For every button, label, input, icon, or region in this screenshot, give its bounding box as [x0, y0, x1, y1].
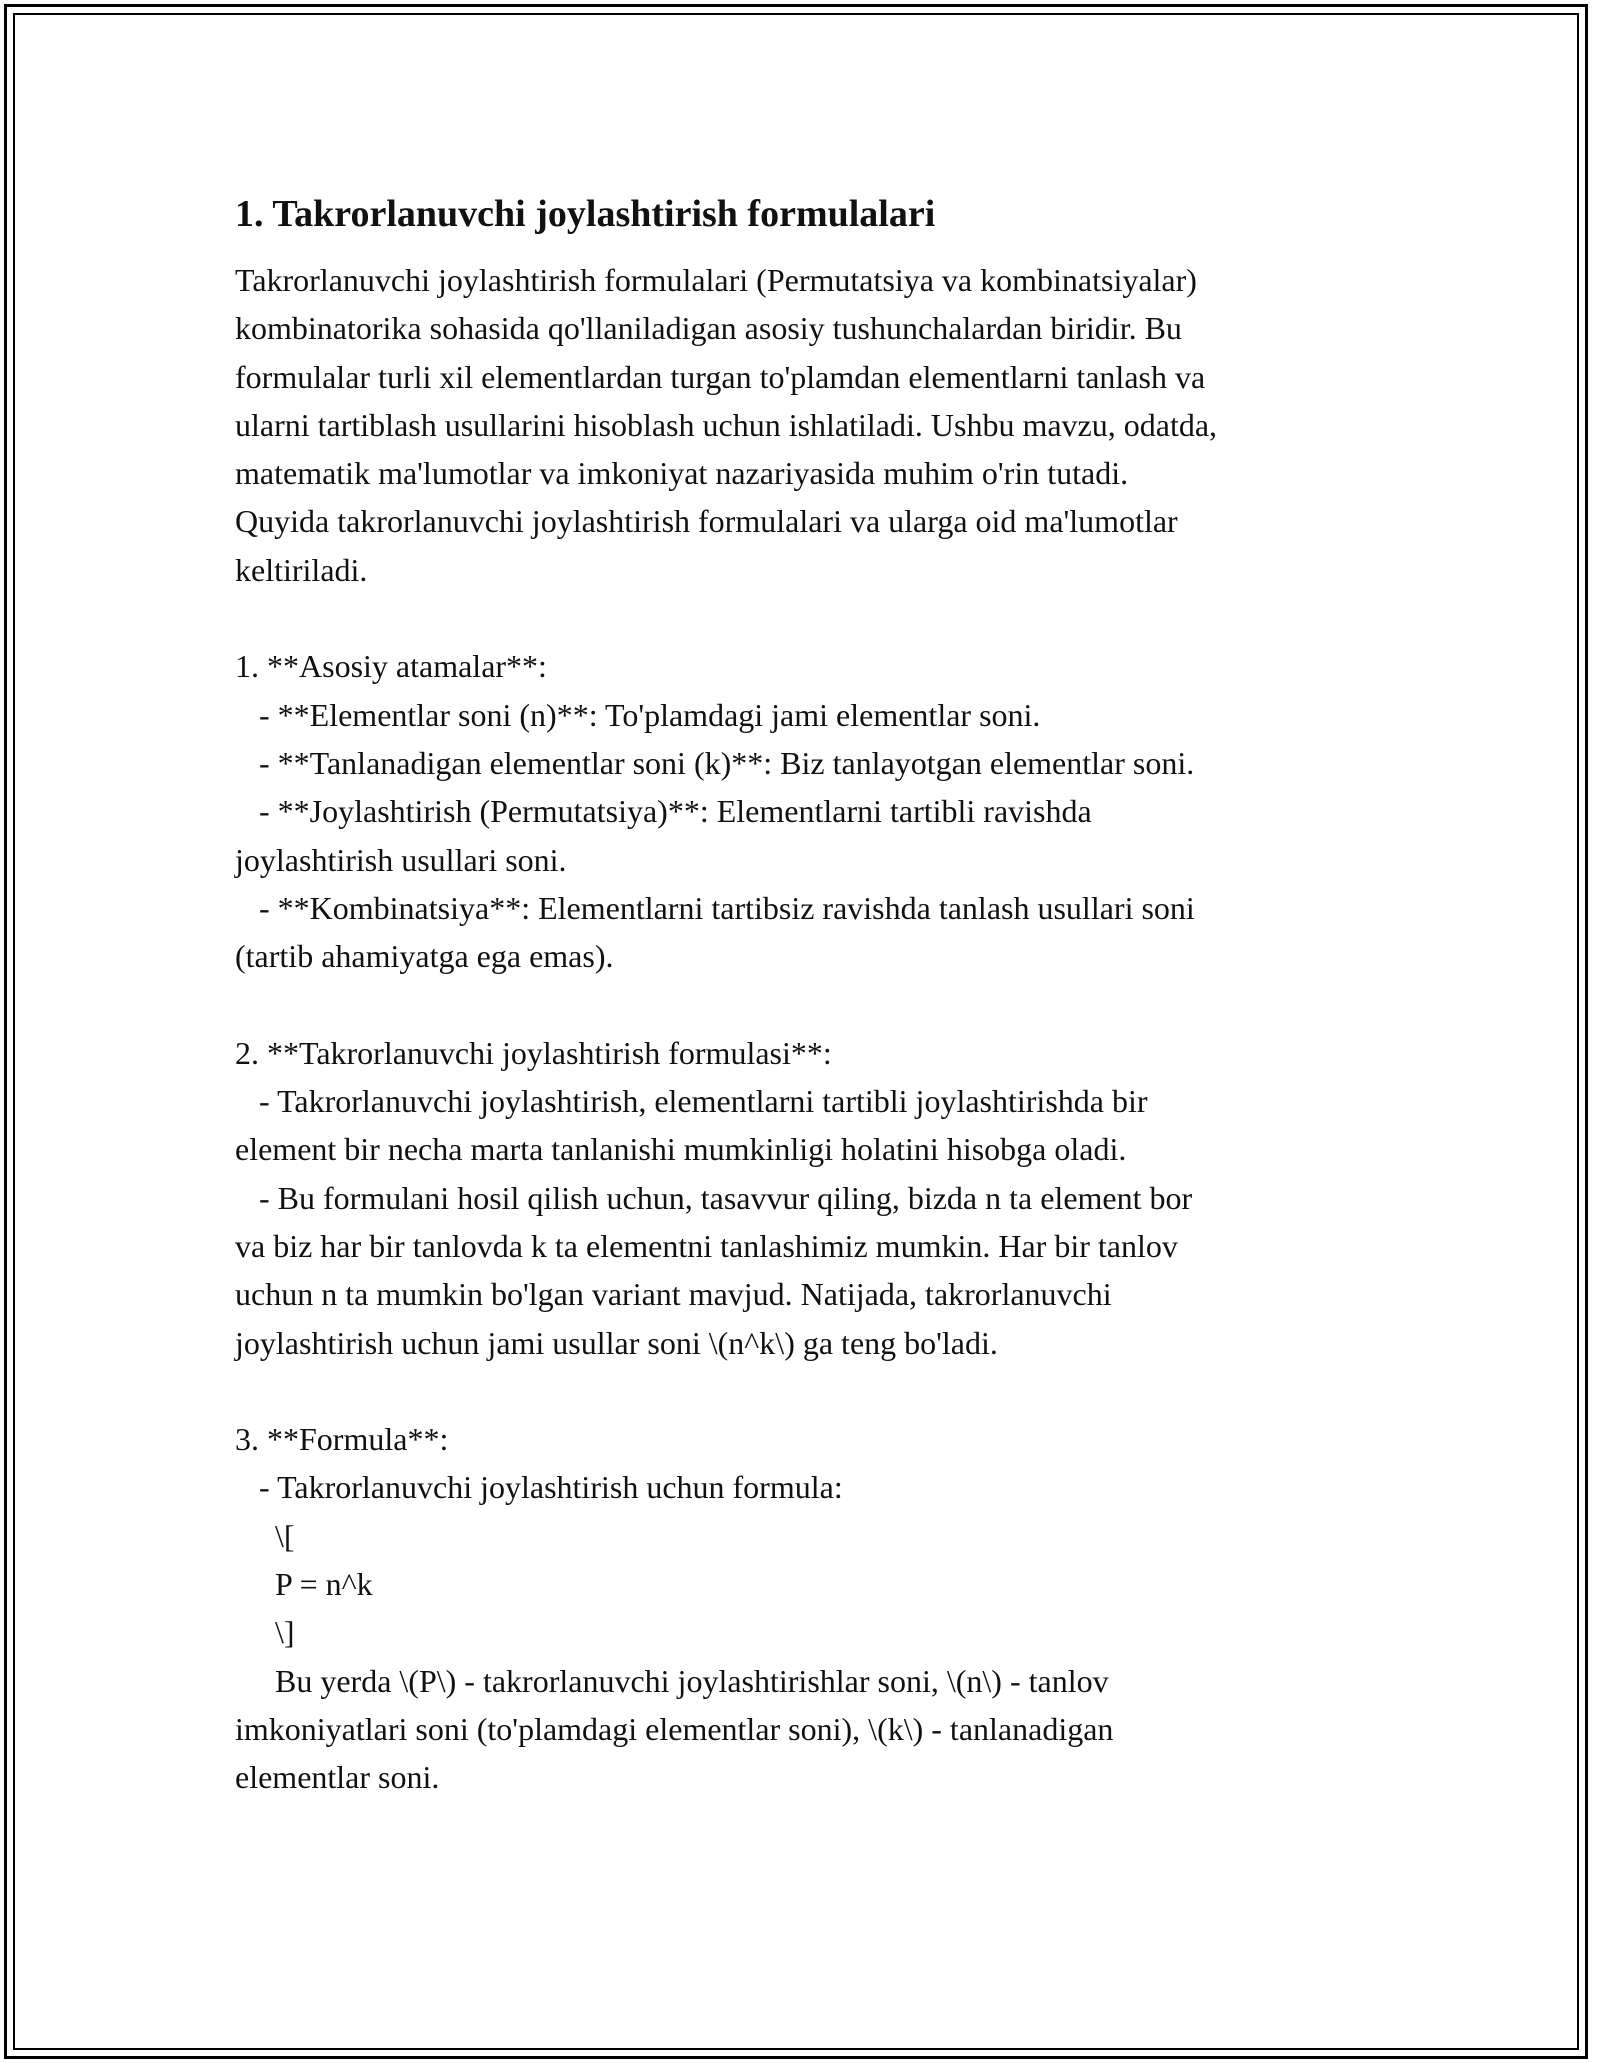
document-body-text: Takrorlanuvchi joylashtirish formulalari (Permutatsiya va kombinatsiyalar) kombinatorika sohasida qo'llaniladigan asosiy tushunchalardan biridir. Bu formulalar turli xil elementlardan turgan to'plamdan elementlarni tanlash va ularni tartiblash usullarini hisoblash uchun ishlatiladi. Ushbu mavzu, odatda, matematik ma'lumotlar va imkoniyat nazariyasida muhim o'rin tutadi. Quyida takrorlanuvchi joylashtirish formulalari va ularga oid ma'lumotlar keltiriladi. 1. **Asosiy atamalar**: - **Elementlar soni (n)**: To'plamdagi jami elementlar soni. - **Tanlanadigan elementlar soni (k)**: Biz tanlayotgan elementlar soni. - **Joylashtirish (Permutatsiya)**: Elementlarni tartibli ravishda joylashtirish usullari soni. - **Kombinatsiya**: Elementlarni tartibsiz ravishda tanlash usullari soni (tartib ahamiyatga ega emas). 2. **Takrorlanuvchi joylashtirish formulasi**: - Takrorlanuvchi joylashtirish, elementlarni tartibli joylashtirishda bir element bir necha marta tanlanishi mumkinligi holatini hisobga oladi. - Bu formulani hosil qilish uchun, tasavvur qiling, bizda n ta element bor va biz har bir tanlovda k ta elementni tanlashimiz mumkin. Har bir tanlov uchun n ta mumkin bo'lgan variant mavjud. Natijada, takrorlanuvchi joylashtirish uchun jami usullar soni \(n^k\) ga teng bo'ladi. 3. **Formula**: - Takrorlanuvchi joylashtirish uchun formula: \[ P = n^k \] Bu yerda \(P\) - takrorlanuvchi joylashtirishlar soni, \(n\) - tanlov imkoniyatlari soni (to'plamdagi elementlar soni), \(k\) - tanlanadigan elementlar soni.	[235, 262, 1218, 1796]
document-title: 1. Takrorlanuvchi joylashtirish formulalari	[235, 193, 936, 235]
document-content	[235, 186, 1395, 1802]
